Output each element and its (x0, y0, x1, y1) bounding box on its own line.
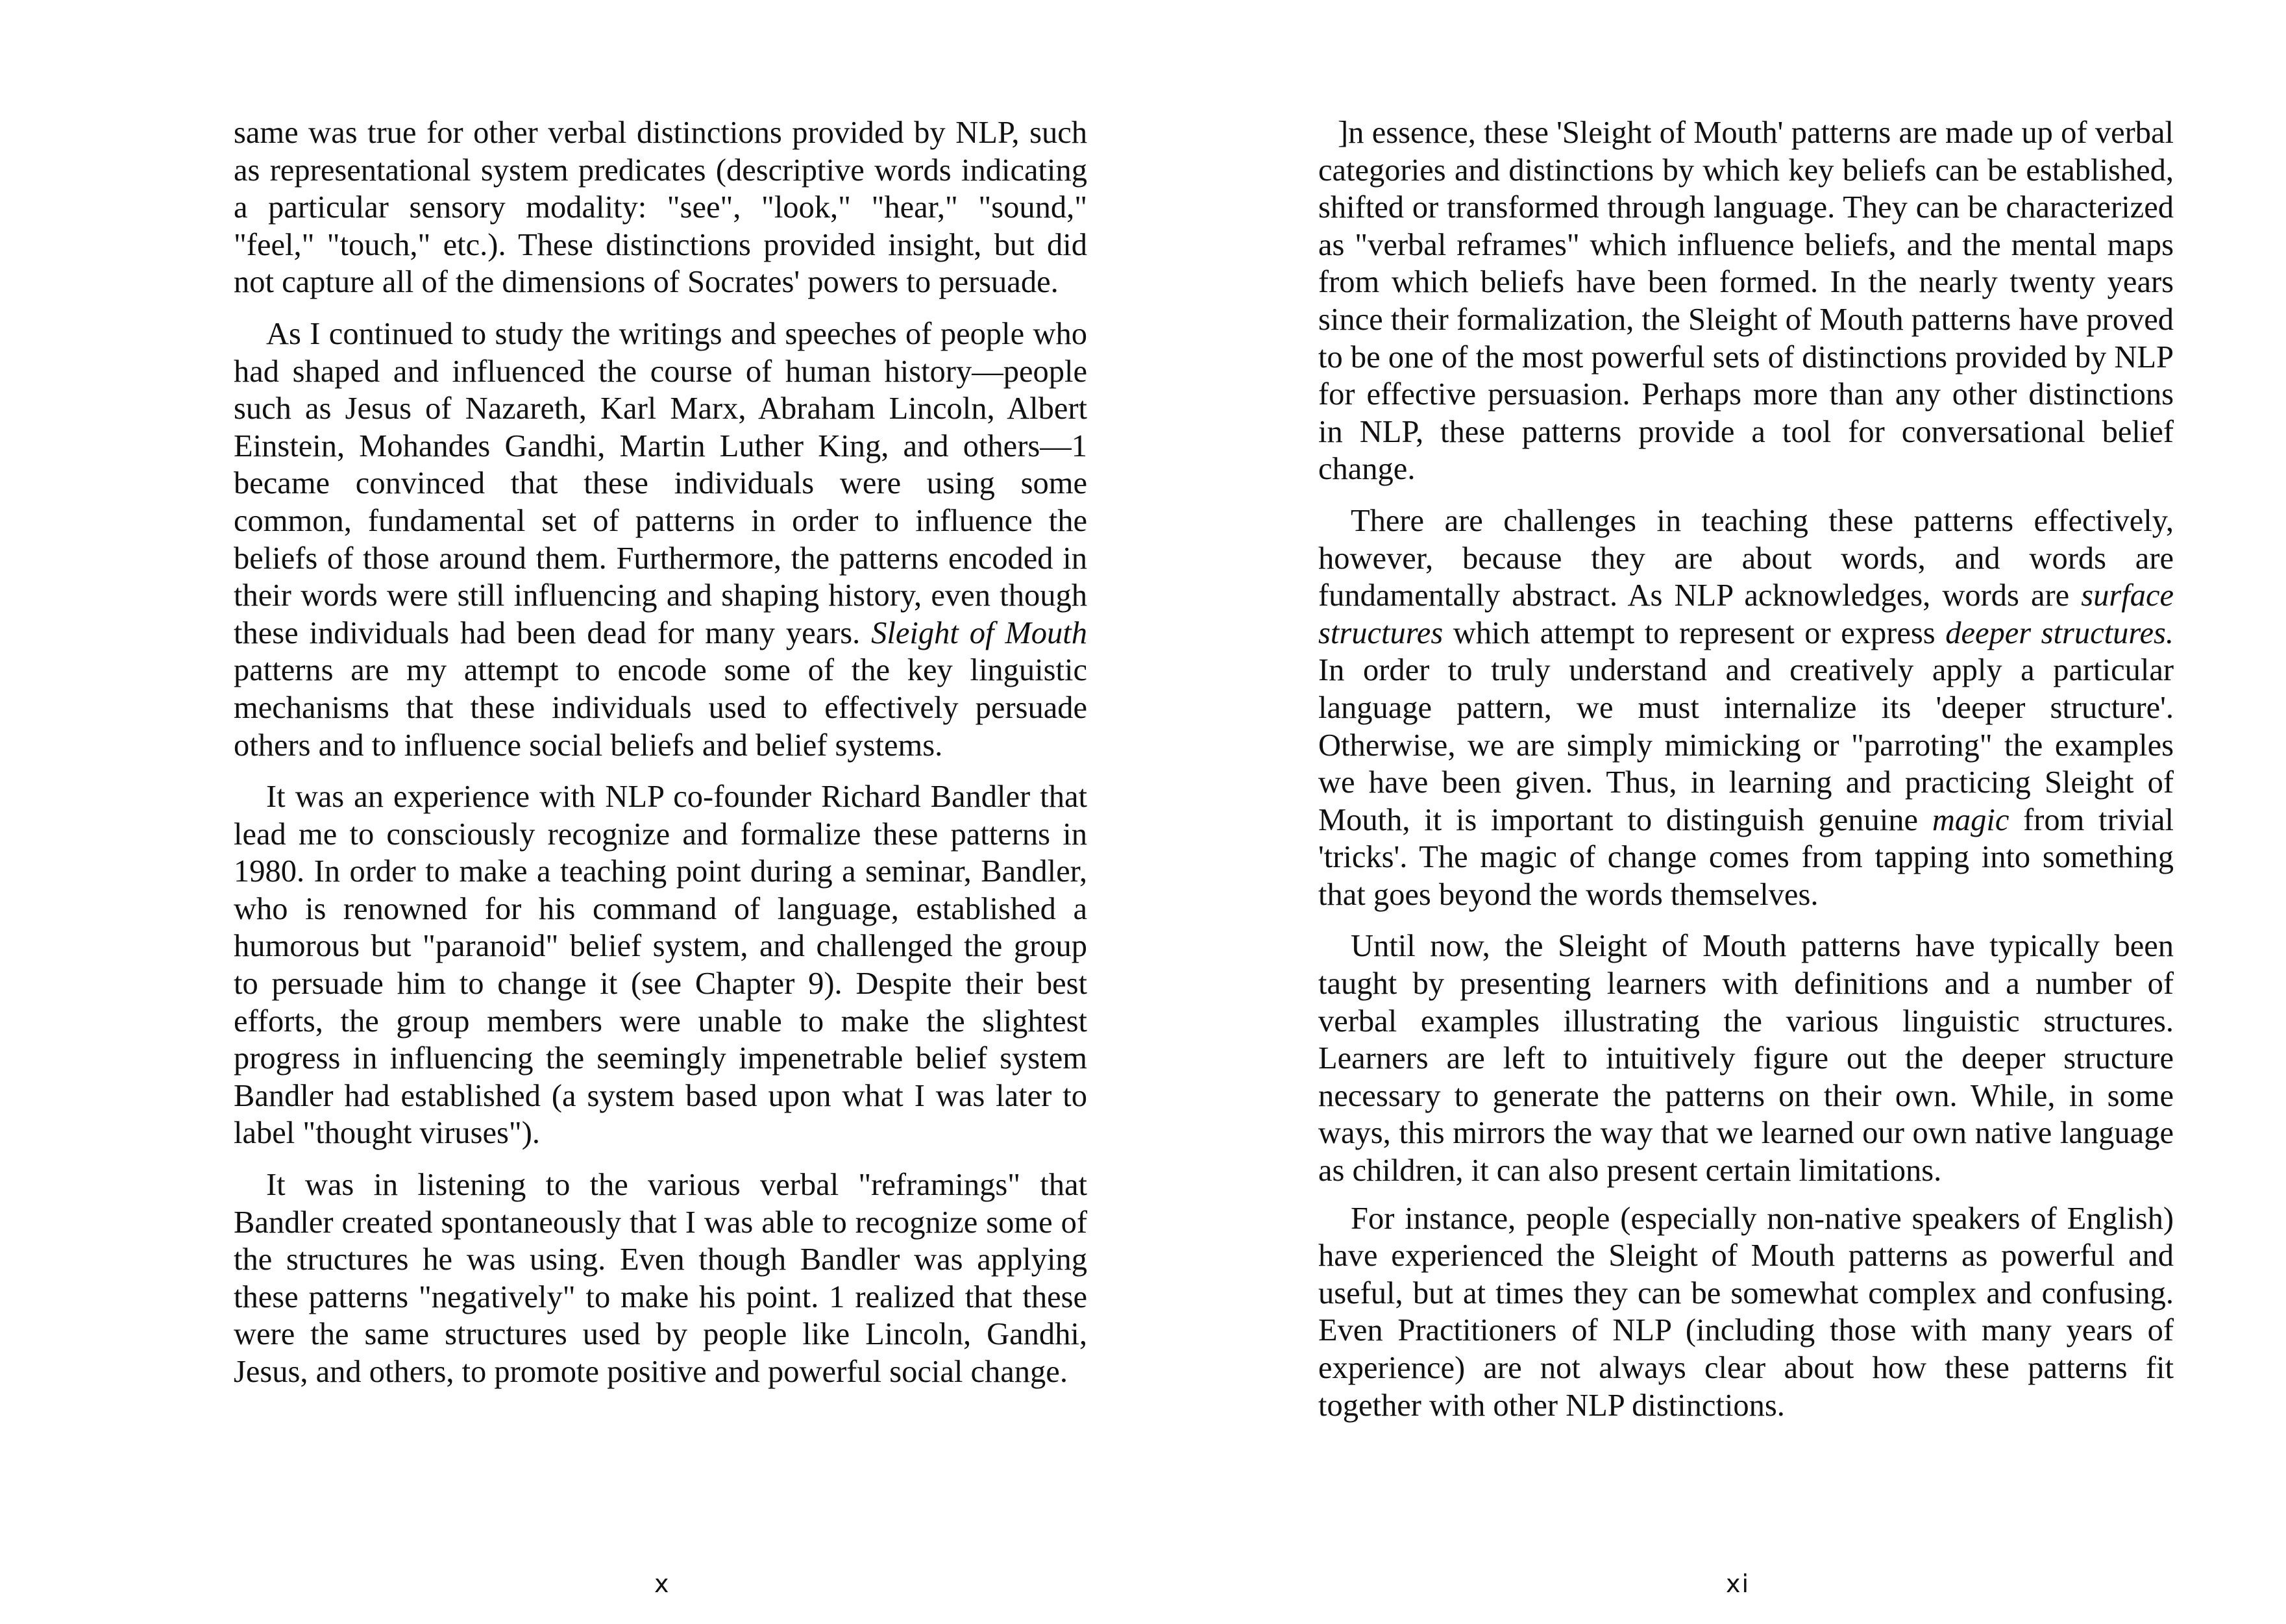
left-paragraph-3-text: It was an experience with NLP co-founder Richard Bandler that lead me to consciously recognize and formalize these patterns in 1980. In order to make a teaching point during a seminar, Bandler, who is renowned for his command of language, established a humorous but "paranoid" belief system, and challenged the group to persuade him to change it (see Chapter 9). Despite their best efforts, the group members were unable to make the slightest progress in influencing the seemingly impenetrable belief system Bandler had established (a system based upon what I was later to label "thought viruses"). (234, 780, 1087, 1151)
left-paragraph-3 (234, 778, 1087, 1152)
left-paragraph-2-text-b: patterns are my attempt to encode some of the key linguistic mechanisms that these individuals used to effectively persuade others and to influence social beliefs and belief systems. (234, 653, 1087, 763)
right-paragraph-4-text: For instance, people (especially non-native speakers of English) have experienced the Sleight of Mouth patterns as powerful and useful, but at times they can be somewhat complex and confusing. Even Practitioners of NLP (including those with many years of experience) are not always clear about how these patterns fit together with other NLP distinctions. (1318, 1201, 2174, 1423)
left-paragraph-2-text-a: As I continued to study the writings and speeches of people who had shaped and influenced the course of human history—people such as Jesus of Nazareth, Karl Marx, Abraham Lincoln, Albert Einstein, Mohandes Gandhi, Martin Luther King, and others—1 became convinced that these individuals were using some common, fundamental set of patterns in order to influence the beliefs of those around them. Furthermore, the patterns encoded in their words were still influencing and shaping history, even though these individuals had been dead for many years. (234, 316, 1087, 650)
right-paragraph-2-italic-magic: magic (1932, 802, 2009, 837)
right-paragraph-1 (1318, 114, 2174, 488)
left-paragraph-2-italic-title: Sleight of Mouth (871, 615, 1087, 650)
right-paragraph-2-text-b: which attempt to represent or express (1443, 615, 1946, 650)
left-paragraph-4-text: It was in listening to the various verbal "reframings" that Bandler created spontaneously that I was able to recognize some of the structures he was using. Even though Bandler was applying these patterns "negatively" to make his point. 1 realized that these were the same structures used by people like Lincoln, Gandhi, Jesus, and others, to promote positive and powerful social change. (234, 1168, 1087, 1389)
right-paragraph-2 (1318, 502, 2174, 914)
left-text-column (234, 114, 1087, 1401)
right-paragraph-2-text-a: There are challenges in teaching these patterns effectively, however, because they are about words, and words are fundamentally abstract. As NLP acknowledges, words are (1318, 503, 2174, 613)
right-paragraph-1-text: ]n essence, these 'Sleight of Mouth' patterns are made up of verbal categories and distinctions by which key beliefs can be established, shifted or transformed through language. They can be characterized as "verbal reframes" which influence beliefs, and the mental maps from which beliefs have been formed. In the nearly twenty years since their formalization, the Sleight of Mouth patterns have proved to be one of the most powerful sets of distinctions provided by NLP for effective persuasion. Perhaps more than any other distinctions in NLP, these patterns provide a tool for conversational belief change. (1318, 116, 2174, 487)
left-paragraph-4 (234, 1166, 1087, 1391)
right-paragraph-3 (1318, 928, 2174, 1189)
right-page-number: xi (1726, 1569, 1751, 1598)
right-paragraph-2-italic-deeper: deeper structures. (1945, 615, 2174, 650)
left-paragraph-1-text: same was true for other verbal distinctions provided by NLP, such as representational system predicates (descriptive words indicating a particular sensory modality: "see", "look," "hear," "sound," "feel," "touch," etc.). These distinctions provided insight, but did not capture all of the dimensions of Socrates' powers to persuade. (234, 116, 1087, 300)
right-paragraph-2-text-d: from trivial 'tricks'. The magic of change comes from tapping into something that goes beyond the words themselves. (1318, 802, 2174, 912)
left-paragraph-2 (234, 315, 1087, 764)
right-paragraph-2-italic-surface: surface structures (1318, 578, 2174, 650)
left-page-number: x (654, 1569, 670, 1598)
right-paragraph-4 (1318, 1200, 2174, 1425)
right-text-column (1318, 114, 2174, 1434)
left-paragraph-1 (234, 114, 1087, 301)
right-page (1143, 0, 2286, 1624)
right-paragraph-2-text-c: In order to truly understand and creatively apply a particular language pattern, we must internalize its 'deeper structure'. Otherwise, we are simply mimicking or "parroting" the examples we have been given. Thus, in learning and practicing Sleight of Mouth, it is important to distinguish genuine (1318, 653, 2174, 837)
right-paragraph-3-text: Until now, the Sleight of Mouth patterns have typically been taught by presenting learners with definitions and a number of verbal examples illustrating the various linguistic structures. Learners are left to intuitively figure out the deeper structure necessary to generate the patterns on their own. While, in some ways, this mirrors the way that we learned our own native language as children, it can also present certain limitations. (1318, 929, 2174, 1188)
